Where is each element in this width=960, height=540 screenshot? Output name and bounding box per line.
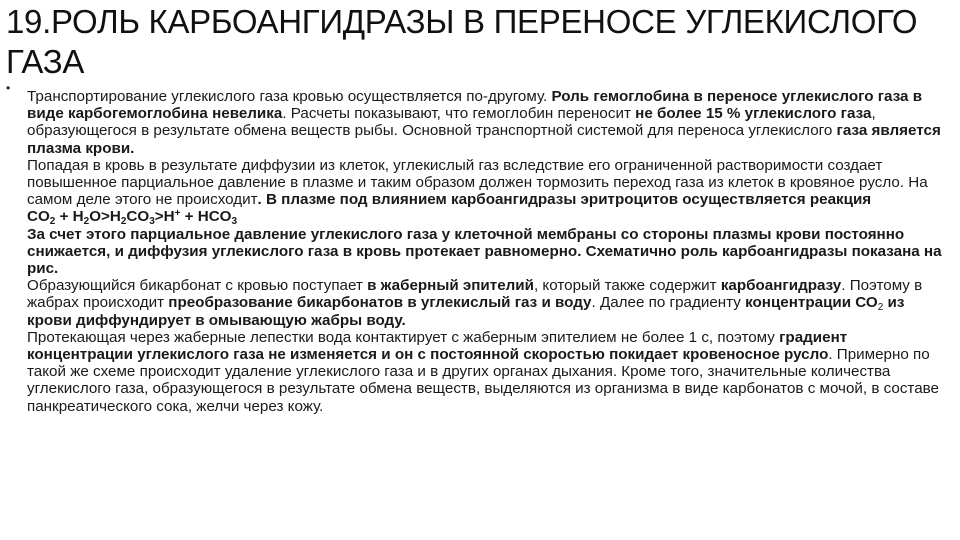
- paragraph-gills: [27, 329, 942, 415]
- bold-text: газа является плазма крови.: [27, 122, 941, 157]
- formula-part: + H: [55, 208, 84, 226]
- formula-subscript: 2: [83, 216, 90, 228]
- formula-superscript: +: [174, 208, 181, 220]
- bold-text: в жаберный эпителий: [367, 277, 534, 295]
- paragraph-diffusion: [27, 157, 942, 209]
- formula-subscript: 2: [120, 216, 127, 228]
- slide-body: [27, 88, 942, 415]
- bold-text: концентрации СО: [745, 294, 878, 312]
- formula-subscript: 2: [877, 302, 884, 314]
- bold-text: За счет этого парциальное давление углекислого газа у клеточной мембраны со стороны плазмы крови постоянно снижается, и диффузия углекислого газа в кровь протекает равномерно. Схематично роль карбоангидразы показана на рис.: [27, 225, 942, 278]
- formula-part: CO: [27, 208, 50, 226]
- bold-text: Роль гемоглобина в переносе углекислого газа в виде карбогемоглобина невелика: [27, 88, 923, 123]
- paragraph-transport: [27, 88, 942, 157]
- text: Образующийся бикарбонат с кровью поступает: [27, 277, 368, 295]
- text: Попадая в кровь в результате диффузии из клеток, углекислый газ вследствие его ограниченной растворимости создает повышенное парциальное давление в плазме и таким образом должен тормозить переход газа из клеток в кровяное русло. На самом деле этого не происходит: [27, 156, 928, 209]
- reaction-formula: [27, 208, 942, 228]
- bold-text: градиент концентрации углекислого газа не изменяется и он с постоянной скоростью покидает кровеносное русло: [27, 328, 848, 364]
- text: . Расчеты показывают, что гемоглобин переносит: [282, 105, 636, 123]
- bold-text: из крови диффундирует в омывающую жабры воду.: [27, 294, 905, 329]
- text: , образующегося в результате обмена веществ рыбы. Основной транспортной системой для переноса углекислого: [27, 105, 876, 140]
- formula-subscript: 3: [231, 216, 238, 228]
- formula-subscript: 3: [149, 216, 155, 228]
- bold-text: преобразование бикарбонатов в углекислый газ и воду: [168, 294, 592, 312]
- bold-text: . В плазме под влиянием карбоангидразы эритроцитов осуществляется реакция: [257, 191, 872, 209]
- paragraph-bicarbonate: [27, 277, 942, 329]
- text: . Далее по градиенту: [591, 294, 746, 312]
- text: . Поэтому в жабрах происходит: [27, 277, 923, 312]
- formula-subscript: 2: [49, 216, 56, 228]
- bullet-marker: •: [6, 81, 11, 95]
- bold-text: не более 15 % углекислого газа: [635, 105, 872, 123]
- formula-part: CO: [126, 208, 150, 226]
- text: Транспортирование углекислого газа кровью осуществляется по-другому.: [27, 88, 552, 105]
- slide-title: 19.РОЛЬ КАРБОАНГИДРАЗЫ В ПЕРЕНОСЕ УГЛЕКИСЛОГО ГАЗА: [6, 3, 918, 80]
- bold-text: карбоангидразу: [720, 277, 842, 295]
- text: , который также содержит: [533, 277, 721, 295]
- formula-part: + HCO: [180, 208, 232, 226]
- formula-part: >H: [154, 208, 175, 226]
- text: Протекающая через жаберные лепестки вода контактирует с жаберным эпителием не более 1 с, поэтому: [27, 328, 780, 346]
- formula-part: O>H: [89, 208, 121, 226]
- text: . Примерно по такой же схеме происходит удаление углекислого газа и в других органах дыхания. Кроме того, значительные количества углекислого газа, образующегося в результате обмена веществ, выделяются из организма в виде карбонатов с мочой, в составе панкреатического сока, желчи через кожу.: [27, 346, 940, 415]
- paragraph-pressure: [27, 226, 942, 278]
